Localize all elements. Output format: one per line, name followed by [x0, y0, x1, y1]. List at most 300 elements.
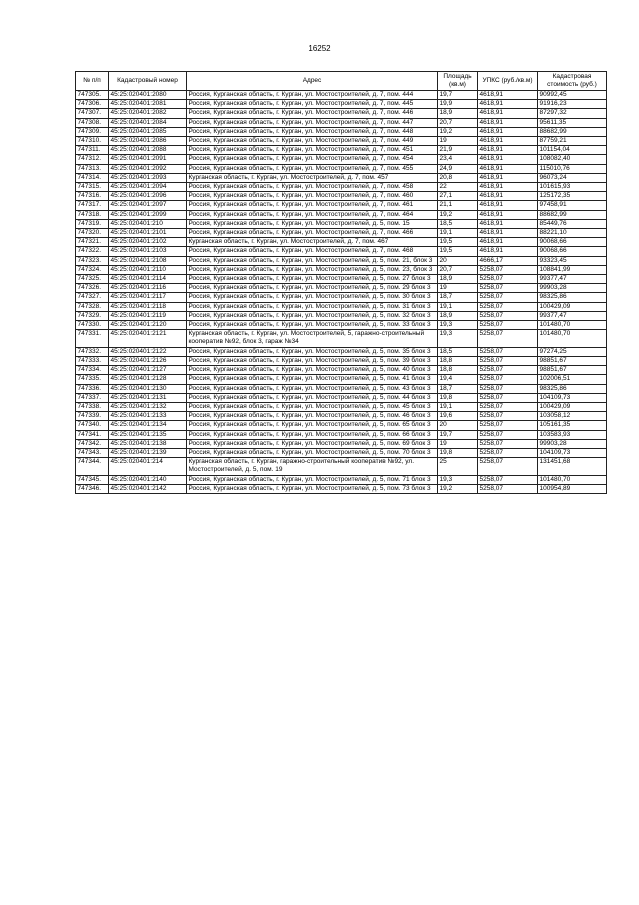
table-row [76, 100, 607, 109]
table-row [76, 173, 607, 182]
table-row [76, 366, 607, 375]
cell-cadastral-cost: 96073,24 [538, 173, 607, 182]
table-row [76, 293, 607, 302]
cell-area: 24,9 [438, 164, 478, 173]
cell-upks: 4618,91 [478, 164, 538, 173]
cell-area: 19,1 [438, 302, 478, 311]
cell-row-number: 747344. [76, 458, 109, 475]
cell-area: 18,5 [438, 347, 478, 356]
table-row [76, 201, 607, 210]
cell-area: 19,3 [438, 475, 478, 484]
cell-cadastral-number: 45:25:020401:2101 [109, 229, 187, 238]
cell-cadastral-cost: 103058,12 [538, 412, 607, 421]
cell-row-number: 747309. [76, 127, 109, 136]
cell-area: 20,7 [438, 265, 478, 274]
cell-area: 19,8 [438, 393, 478, 402]
header-address: Адрес [187, 72, 438, 91]
cell-row-number: 747336. [76, 384, 109, 393]
table-row [76, 402, 607, 411]
cell-address: Россия, Курганская область, г. Курган, ул. Мостостроителей, д. 7, пом. 446 [187, 109, 438, 118]
cell-row-number: 747305. [76, 91, 109, 100]
cell-area: 19,1 [438, 402, 478, 411]
cell-upks: 4618,91 [478, 183, 538, 192]
cell-cadastral-number: 45:25:020401:2116 [109, 284, 187, 293]
cell-area: 19,8 [438, 448, 478, 457]
table-row [76, 210, 607, 219]
cell-cadastral-number: 45:25:020401:2091 [109, 155, 187, 164]
cell-row-number: 747342. [76, 439, 109, 448]
cell-cadastral-cost: 88682,99 [538, 127, 607, 136]
cell-upks: 5258,07 [478, 330, 538, 347]
cell-address: Россия, Курганская область, г. Курган, ул. Мостостроителей, д. 7, пом. 464 [187, 210, 438, 219]
cell-upks: 4666,17 [478, 256, 538, 265]
cell-row-number: 747324. [76, 265, 109, 274]
cell-upks: 4618,91 [478, 247, 538, 256]
cell-cadastral-number: 45:25:020401:2093 [109, 173, 187, 182]
cell-cadastral-number: 45:25:020401:2102 [109, 238, 187, 247]
cell-row-number: 747329. [76, 311, 109, 320]
cell-address: Россия, Курганская область, г. Курган, ул. Мостостроителей, д. 5, пом. 31 блок 3 [187, 302, 438, 311]
cell-row-number: 747337. [76, 393, 109, 402]
cell-upks: 5258,07 [478, 448, 538, 457]
cell-upks: 4618,91 [478, 201, 538, 210]
cell-cadastral-cost: 102006,51 [538, 375, 607, 384]
header-upks: УПКС (руб./кв.м) [478, 72, 538, 91]
cell-cadastral-cost: 93323,45 [538, 256, 607, 265]
cell-cadastral-cost: 103583,93 [538, 430, 607, 439]
cell-address: Россия, Курганская область, г. Курган, ул. Мостостроителей, д. 7, пом. 448 [187, 127, 438, 136]
cell-row-number: 747345. [76, 475, 109, 484]
cell-cadastral-cost: 108082,40 [538, 155, 607, 164]
table-row [76, 192, 607, 201]
cell-row-number: 747335. [76, 375, 109, 384]
header-cadastral: Кадастровый номер [109, 72, 187, 91]
table-row [76, 347, 607, 356]
table-row [76, 484, 607, 493]
cell-cadastral-cost: 101480,70 [538, 475, 607, 484]
table-row [76, 302, 607, 311]
cell-row-number: 747323. [76, 256, 109, 265]
cell-upks: 5258,07 [478, 302, 538, 311]
cell-cadastral-cost: 90068,66 [538, 238, 607, 247]
cell-cadastral-number: 45:25:020401:2135 [109, 430, 187, 439]
table-row [76, 393, 607, 402]
cell-cadastral-number: 45:25:020401:2119 [109, 311, 187, 320]
cell-row-number: 747320. [76, 229, 109, 238]
cell-cadastral-number: 45:25:020401:210 [109, 219, 187, 228]
cell-cadastral-cost: 101480,70 [538, 330, 607, 347]
table-row [76, 384, 607, 393]
cell-row-number: 747334. [76, 366, 109, 375]
cell-address: Россия, Курганская область, г. Курган, ул. Мостостроителей, д. 7, пом. 455 [187, 164, 438, 173]
cell-area: 27,1 [438, 192, 478, 201]
cell-upks: 5258,07 [478, 458, 538, 475]
cell-row-number: 747340. [76, 421, 109, 430]
cell-cadastral-number: 45:25:020401:2103 [109, 247, 187, 256]
cell-upks: 5258,07 [478, 402, 538, 411]
cell-upks: 4618,91 [478, 238, 538, 247]
cell-upks: 5258,07 [478, 284, 538, 293]
cell-address: Россия, Курганская область, г. Курган, ул. Мостостроителей, д. 5, пом. 21, блок 3 [187, 256, 438, 265]
cell-upks: 4618,91 [478, 137, 538, 146]
cell-upks: 5258,07 [478, 275, 538, 284]
cell-area: 19 [438, 284, 478, 293]
cell-area: 18,5 [438, 219, 478, 228]
cell-upks: 4618,91 [478, 100, 538, 109]
cell-row-number: 747333. [76, 356, 109, 365]
cell-cadastral-number: 45:25:020401:2128 [109, 375, 187, 384]
cell-cadastral-number: 45:25:020401:2085 [109, 127, 187, 136]
cell-upks: 5258,07 [478, 321, 538, 330]
table-row [76, 146, 607, 155]
cell-cadastral-number: 45:25:020401:2094 [109, 183, 187, 192]
cell-cadastral-number: 45:25:020401:2082 [109, 109, 187, 118]
table-row [76, 183, 607, 192]
cell-cadastral-number: 45:25:020401:2081 [109, 100, 187, 109]
cell-upks: 5258,07 [478, 293, 538, 302]
cell-upks: 5258,07 [478, 265, 538, 274]
cell-cadastral-cost: 104109,73 [538, 448, 607, 457]
cell-address: Россия, Курганская область, г. Курган, ул. Мостостроителей, д. 5, пом. 27 блок 3 [187, 275, 438, 284]
cell-cadastral-cost: 90992,45 [538, 91, 607, 100]
cell-upks: 4618,91 [478, 210, 538, 219]
table-row [76, 219, 607, 228]
cell-upks: 5258,07 [478, 366, 538, 375]
cell-row-number: 747319. [76, 219, 109, 228]
cell-row-number: 747328. [76, 302, 109, 311]
cell-upks: 4618,91 [478, 118, 538, 127]
cell-cadastral-cost: 125172,35 [538, 192, 607, 201]
table-body [76, 91, 607, 494]
cell-cadastral-cost: 98325,86 [538, 293, 607, 302]
table-row [76, 155, 607, 164]
cell-cadastral-cost: 104109,73 [538, 393, 607, 402]
cell-cadastral-number: 45:25:020401:2120 [109, 321, 187, 330]
cell-area: 18,8 [438, 366, 478, 375]
cell-address: Курганская область, г. Курган, ул. Мостостроителей, д. 7, пом. 457 [187, 173, 438, 182]
header-area: Площадь (кв.м) [438, 72, 478, 91]
cell-address: Россия, Курганская область, г. Курган, ул. Мостостроителей, д. 5, пом. 66 блок 3 [187, 430, 438, 439]
cell-cadastral-number: 45:25:020401:2140 [109, 475, 187, 484]
cell-upks: 4618,91 [478, 146, 538, 155]
cell-area: 18,8 [438, 356, 478, 365]
cell-cadastral-number: 45:25:020401:2099 [109, 210, 187, 219]
cell-address: Россия, Курганская область, г. Курган, ул. Мостостроителей, д. 5, пом. 39 блок 3 [187, 356, 438, 365]
cell-row-number: 747346. [76, 484, 109, 493]
cell-cadastral-cost: 99377,47 [538, 275, 607, 284]
cell-cadastral-cost: 105161,35 [538, 421, 607, 430]
cell-row-number: 747308. [76, 118, 109, 127]
cell-row-number: 747317. [76, 201, 109, 210]
cell-row-number: 747327. [76, 293, 109, 302]
cell-cadastral-cost: 88221,10 [538, 229, 607, 238]
cell-cadastral-number: 45:25:020401:2088 [109, 146, 187, 155]
cell-cadastral-cost: 87759,21 [538, 137, 607, 146]
cell-address: Россия, Курганская область, г. Курган, ул. Мостостроителей, д. 5, пом. 44 блок 3 [187, 393, 438, 402]
cell-address: Россия, Курганская область, г. Курган, ул. Мостостроителей, д. 5, пом. 30 блок 3 [187, 293, 438, 302]
cell-cadastral-cost: 90068,66 [538, 247, 607, 256]
table-row [76, 247, 607, 256]
table-row [76, 91, 607, 100]
cell-row-number: 747307. [76, 109, 109, 118]
cell-area: 20 [438, 256, 478, 265]
table-row [76, 375, 607, 384]
table-row [76, 458, 607, 475]
table-row [76, 284, 607, 293]
cell-upks: 5258,07 [478, 356, 538, 365]
cell-cadastral-cost: 100429,09 [538, 402, 607, 411]
cell-address: Россия, Курганская область, г. Курган, ул. Мостостроителей, д. 5, пом. 43 блок 3 [187, 384, 438, 393]
cell-address: Россия, Курганская область, г. Курган, ул. Мостостроителей, д. 5, пом. 35 блок 3 [187, 347, 438, 356]
cell-area: 22 [438, 183, 478, 192]
cell-upks: 4618,91 [478, 173, 538, 182]
cell-area: 19,3 [438, 321, 478, 330]
table-row [76, 118, 607, 127]
cell-area: 21,9 [438, 146, 478, 155]
cell-area: 19,7 [438, 91, 478, 100]
cell-cadastral-number: 45:25:020401:2108 [109, 256, 187, 265]
cell-cadastral-number: 45:25:020401:2142 [109, 484, 187, 493]
cell-cadastral-number: 45:25:020401:2114 [109, 275, 187, 284]
cell-row-number: 747315. [76, 183, 109, 192]
cell-address: Россия, Курганская область, г. Курган, ул. Мостостроителей, д. 5, пом. 41 блок 3 [187, 375, 438, 384]
table-row [76, 475, 607, 484]
cell-area: 19 [438, 439, 478, 448]
table-row [76, 229, 607, 238]
cell-row-number: 747306. [76, 100, 109, 109]
cell-area: 20,8 [438, 173, 478, 182]
table-row [76, 412, 607, 421]
cell-cadastral-number: 45:25:020401:2131 [109, 393, 187, 402]
cell-address: Россия, Курганская область, г. Курган, ул. Мостостроителей, д. 7, пом. 466 [187, 229, 438, 238]
cell-area: 19,1 [438, 229, 478, 238]
cell-cadastral-number: 45:25:020401:214 [109, 458, 187, 475]
cell-area: 18,9 [438, 275, 478, 284]
cell-cadastral-number: 45:25:020401:2117 [109, 293, 187, 302]
cell-cadastral-cost: 131451,68 [538, 458, 607, 475]
cell-row-number: 747343. [76, 448, 109, 457]
page-number: 16252 [308, 44, 331, 53]
cell-row-number: 747338. [76, 402, 109, 411]
cell-cadastral-number: 45:25:020401:2134 [109, 421, 187, 430]
cell-cadastral-number: 45:25:020401:2132 [109, 402, 187, 411]
table-row [76, 430, 607, 439]
table-row [76, 439, 607, 448]
cell-cadastral-cost: 108841,99 [538, 265, 607, 274]
cell-cadastral-cost: 99903,28 [538, 284, 607, 293]
cell-row-number: 747316. [76, 192, 109, 201]
cell-address: Россия, Курганская область, г. Курган, ул. Мостостроителей, д. 7, пом. 444 [187, 91, 438, 100]
cell-address: Россия, Курганская область, г. Курган, ул. Мостостроителей, д. 7, пом. 458 [187, 183, 438, 192]
cell-cadastral-cost: 97458,91 [538, 201, 607, 210]
table-header [76, 72, 607, 91]
table-row [76, 137, 607, 146]
cell-cadastral-number: 45:25:020401:2126 [109, 356, 187, 365]
table-row [76, 265, 607, 274]
cell-row-number: 747326. [76, 284, 109, 293]
cell-area: 18,9 [438, 109, 478, 118]
cell-cadastral-cost: 98851,67 [538, 366, 607, 375]
cell-upks: 5258,07 [478, 347, 538, 356]
cell-area: 18,7 [438, 384, 478, 393]
cell-area: 20 [438, 421, 478, 430]
cell-cadastral-number: 45:25:020401:2092 [109, 164, 187, 173]
cell-cadastral-cost: 98325,86 [538, 384, 607, 393]
cell-cadastral-cost: 98851,67 [538, 356, 607, 365]
table-row [76, 321, 607, 330]
cell-row-number: 747313. [76, 164, 109, 173]
header-cost: Кадастровая стоимость (руб.) [538, 72, 607, 91]
cell-cadastral-number: 45:25:020401:2110 [109, 265, 187, 274]
cell-area: 25 [438, 458, 478, 475]
cell-area: 19,4 [438, 375, 478, 384]
cell-upks: 4618,91 [478, 127, 538, 136]
cell-address: Россия, Курганская область, г. Курган, ул. Мостостроителей, д. 5, пом. 15 [187, 219, 438, 228]
cell-row-number: 747331. [76, 330, 109, 347]
cell-cadastral-cost: 115010,76 [538, 164, 607, 173]
cell-row-number: 747322. [76, 247, 109, 256]
cell-area: 18,7 [438, 293, 478, 302]
cell-row-number: 747341. [76, 430, 109, 439]
cell-area: 19,5 [438, 247, 478, 256]
table-row [76, 448, 607, 457]
cell-address: Россия, Курганская область, г. Курган, ул. Мостостроителей, д. 5, пом. 32 блок 3 [187, 311, 438, 320]
cell-address: Россия, Курганская область, г. Курган, ул. Мостостроителей, д. 7, пом. 468 [187, 247, 438, 256]
cell-area: 19,2 [438, 210, 478, 219]
cell-row-number: 747311. [76, 146, 109, 155]
cell-address: Россия, Курганская область, г. Курган, ул. Мостостроителей, д. 5, пом. 40 блок 3 [187, 366, 438, 375]
cell-cadastral-number: 45:25:020401:2122 [109, 347, 187, 356]
cell-area: 19,2 [438, 127, 478, 136]
cell-row-number: 747310. [76, 137, 109, 146]
cell-row-number: 747325. [76, 275, 109, 284]
cell-address: Россия, Курганская область, г. Курган, ул. Мостостроителей, д. 5, пом. 29 блок 3 [187, 284, 438, 293]
cell-address: Курганская область, г. Курган, ул. Мостостроителей, д. 7, пом. 467 [187, 238, 438, 247]
cell-cadastral-cost: 101154,04 [538, 146, 607, 155]
cell-upks: 4618,91 [478, 192, 538, 201]
cell-area: 19,6 [438, 412, 478, 421]
cell-cadastral-cost: 97274,25 [538, 347, 607, 356]
table-row [76, 330, 607, 347]
cell-cadastral-cost: 95611,35 [538, 118, 607, 127]
cell-address: Россия, Курганская область, г. Курган, ул. Мостостроителей, д. 7, пом. 447 [187, 118, 438, 127]
cell-address: Россия, Курганская область, г. Курган, ул. Мостостроителей, д. 5, пом. 73 блок 3 [187, 484, 438, 493]
cell-address: Россия, Курганская область, г. Курган, ул. Мостостроителей, д. 5, пом. 71 блок 3 [187, 475, 438, 484]
header-row [76, 72, 607, 91]
cell-area: 19,9 [438, 100, 478, 109]
cell-address: Россия, Курганская область, г. Курган, ул. Мостостроителей, д. 7, пом. 451 [187, 146, 438, 155]
cell-upks: 4618,91 [478, 109, 538, 118]
table-row [76, 356, 607, 365]
cell-upks: 5258,07 [478, 384, 538, 393]
cell-area: 19,2 [438, 484, 478, 493]
cell-address: Курганская область, г. Курган, ул. Мостостроителей, 5, гаражно-строительный кооператив №92, блок 3, гараж №34 [187, 330, 438, 347]
cell-cadastral-cost: 85449,76 [538, 219, 607, 228]
cell-upks: 5258,07 [478, 439, 538, 448]
cell-upks: 4618,91 [478, 155, 538, 164]
cell-cadastral-number: 45:25:020401:2133 [109, 412, 187, 421]
table-row [76, 164, 607, 173]
cell-cadastral-number: 45:25:020401:2097 [109, 201, 187, 210]
cell-area: 19 [438, 137, 478, 146]
table-row [76, 109, 607, 118]
cell-cadastral-number: 45:25:020401:2118 [109, 302, 187, 311]
cell-row-number: 747330. [76, 321, 109, 330]
cell-cadastral-cost: 88682,99 [538, 210, 607, 219]
cell-cadastral-cost: 91916,23 [538, 100, 607, 109]
cell-cadastral-cost: 101480,70 [538, 321, 607, 330]
cell-upks: 5258,07 [478, 375, 538, 384]
cell-cadastral-number: 45:25:020401:2096 [109, 192, 187, 201]
cell-cadastral-number: 45:25:020401:2084 [109, 118, 187, 127]
cell-cadastral-number: 45:25:020401:2139 [109, 448, 187, 457]
cell-address: Россия, Курганская область, г. Курган, ул. Мостостроителей, д. 5, пом. 23, блок 3 [187, 265, 438, 274]
cell-address: Россия, Курганская область, г. Курган, ул. Мостостроителей, д. 5, пом. 33 блок 3 [187, 321, 438, 330]
cell-address: Курганская область, г. Курган, гаражно-строительный кооператив №92, ул. Мостостроителей, д. 5, пом. 19 [187, 458, 438, 475]
cell-upks: 5258,07 [478, 430, 538, 439]
cell-address: Россия, Курганская область, г. Курган, ул. Мостостроителей, д. 5, пом. 70 блок 3 [187, 448, 438, 457]
table-row [76, 275, 607, 284]
cell-address: Россия, Курганская область, г. Курган, ул. Мостостроителей, д. 7, пом. 460 [187, 192, 438, 201]
cell-upks: 5258,07 [478, 475, 538, 484]
cell-address: Россия, Курганская область, г. Курган, ул. Мостостроителей, д. 7, пом. 454 [187, 155, 438, 164]
cell-upks: 5258,07 [478, 421, 538, 430]
cell-area: 19,5 [438, 238, 478, 247]
cell-address: Россия, Курганская область, г. Курган, ул. Мостостроителей, д. 5, пом. 46 блок 3 [187, 412, 438, 421]
cell-cadastral-cost: 99377,47 [538, 311, 607, 320]
cell-upks: 5258,07 [478, 311, 538, 320]
cadastral-table [75, 71, 607, 494]
header-num: № п/п [76, 72, 109, 91]
cell-cadastral-cost: 100429,09 [538, 302, 607, 311]
cell-area: 19,7 [438, 430, 478, 439]
cell-address: Россия, Курганская область, г. Курган, ул. Мостостроителей, д. 5, пом. 65 блок 3 [187, 421, 438, 430]
cell-cadastral-cost: 101615,93 [538, 183, 607, 192]
cell-cadastral-number: 45:25:020401:2130 [109, 384, 187, 393]
cell-area: 20,7 [438, 118, 478, 127]
table-row [76, 421, 607, 430]
cell-row-number: 747312. [76, 155, 109, 164]
cell-cadastral-number: 45:25:020401:2121 [109, 330, 187, 347]
cell-cadastral-number: 45:25:020401:2080 [109, 91, 187, 100]
table-row [76, 127, 607, 136]
cell-upks: 5258,07 [478, 484, 538, 493]
cell-cadastral-cost: 99903,28 [538, 439, 607, 448]
cell-row-number: 747339. [76, 412, 109, 421]
cell-cadastral-number: 45:25:020401:2138 [109, 439, 187, 448]
cell-upks: 4618,91 [478, 91, 538, 100]
cell-address: Россия, Курганская область, г. Курган, ул. Мостостроителей, д. 7, пом. 445 [187, 100, 438, 109]
cell-upks: 4618,91 [478, 229, 538, 238]
cell-row-number: 747332. [76, 347, 109, 356]
cell-cadastral-cost: 87297,32 [538, 109, 607, 118]
cell-address: Россия, Курганская область, г. Курган, ул. Мостостроителей, д. 5, пом. 45 блок 3 [187, 402, 438, 411]
cell-row-number: 747321. [76, 238, 109, 247]
table-row [76, 238, 607, 247]
cell-row-number: 747318. [76, 210, 109, 219]
table-row [76, 256, 607, 265]
cell-area: 18,9 [438, 311, 478, 320]
cell-upks: 5258,07 [478, 393, 538, 402]
cell-area: 23,4 [438, 155, 478, 164]
cell-cadastral-cost: 100954,89 [538, 484, 607, 493]
cell-address: Россия, Курганская область, г. Курган, ул. Мостостроителей, д. 5, пом. 69 блок 3 [187, 439, 438, 448]
cell-cadastral-number: 45:25:020401:2127 [109, 366, 187, 375]
table-row [76, 311, 607, 320]
cell-upks: 5258,07 [478, 412, 538, 421]
cell-row-number: 747314. [76, 173, 109, 182]
cell-upks: 4618,91 [478, 219, 538, 228]
